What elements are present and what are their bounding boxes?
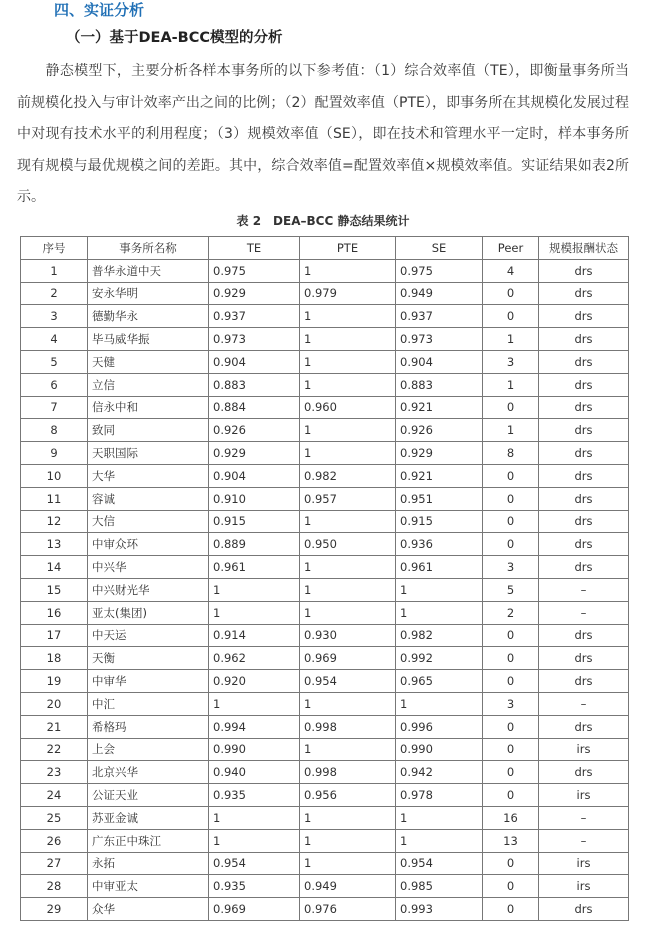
- cell-se: 0.921: [396, 396, 483, 419]
- cell-peer: 0: [483, 715, 539, 738]
- table-row: [21, 464, 629, 487]
- cell-returns-to-scale: drs: [539, 898, 629, 921]
- cell-no: 9: [21, 442, 88, 465]
- cell-peer: 3: [483, 556, 539, 579]
- cell-firm-name: 公证天业: [88, 784, 209, 807]
- cell-no: 20: [21, 692, 88, 715]
- cell-pte: 1: [300, 442, 396, 465]
- cell-se: 1: [396, 806, 483, 829]
- cell-te: 0.926: [209, 419, 300, 442]
- cell-firm-name: 容诚: [88, 487, 209, 510]
- cell-te: 0.904: [209, 464, 300, 487]
- cell-se: 0.996: [396, 715, 483, 738]
- cell-returns-to-scale: drs: [539, 510, 629, 533]
- cell-se: 0.990: [396, 738, 483, 761]
- cell-no: 19: [21, 670, 88, 693]
- cell-returns-to-scale: –: [539, 692, 629, 715]
- cell-se: 0.949: [396, 282, 483, 305]
- cell-pte: 0.957: [300, 487, 396, 510]
- cell-no: 13: [21, 533, 88, 556]
- cell-no: 24: [21, 784, 88, 807]
- cell-firm-name: 亚太(集团): [88, 601, 209, 624]
- cell-se: 0.978: [396, 784, 483, 807]
- table-row: [21, 601, 629, 624]
- cell-firm-name: 安永华明: [88, 282, 209, 305]
- table-row: [21, 670, 629, 693]
- cell-te: 0.883: [209, 373, 300, 396]
- cell-peer: 3: [483, 350, 539, 373]
- cell-pte: 0.998: [300, 715, 396, 738]
- cell-no: 11: [21, 487, 88, 510]
- cell-te: 0.954: [209, 852, 300, 875]
- cell-te: 0.961: [209, 556, 300, 579]
- cell-firm-name: 中审亚太: [88, 875, 209, 898]
- cell-no: 10: [21, 464, 88, 487]
- cell-firm-name: 德勤华永: [88, 305, 209, 328]
- cell-se: 0.985: [396, 875, 483, 898]
- cell-returns-to-scale: drs: [539, 305, 629, 328]
- cell-no: 2: [21, 282, 88, 305]
- cell-returns-to-scale: irs: [539, 875, 629, 898]
- cell-se: 0.936: [396, 533, 483, 556]
- cell-no: 5: [21, 350, 88, 373]
- cell-pte: 0.930: [300, 624, 396, 647]
- section-heading: 四、实证分析: [54, 1, 145, 19]
- cell-te: 1: [209, 578, 300, 601]
- table-row: [21, 487, 629, 510]
- cell-te: 0.994: [209, 715, 300, 738]
- cell-te: 0.962: [209, 647, 300, 670]
- table-row: [21, 875, 629, 898]
- table-row: [21, 715, 629, 738]
- cell-te: 0.929: [209, 282, 300, 305]
- cell-peer: 0: [483, 875, 539, 898]
- cell-firm-name: 天健: [88, 350, 209, 373]
- cell-peer: 0: [483, 282, 539, 305]
- cell-te: 0.904: [209, 350, 300, 373]
- header-firm-name: 事务所名称: [88, 237, 209, 260]
- cell-pte: 1: [300, 305, 396, 328]
- cell-se: 1: [396, 829, 483, 852]
- cell-no: 27: [21, 852, 88, 875]
- cell-te: 0.973: [209, 328, 300, 351]
- body-paragraph: 静态模型下，主要分析各样本事务所的以下参考值：（1）综合效率值（TE），即衡量事务所当前规模化投入与审计效率产出之间的比例；（2）配置效率值（PTE），即事务所在其规模化发展过程中对现有技术水平的利用程度；（3）规模效率值（SE），即在技术和管理水平一定时，样本事务所现有规模与最优规模之间的差距。其中，综合效率值=配置效率值×规模效率值。实证结果如表2所示。: [17, 63, 629, 206]
- table-row: [21, 806, 629, 829]
- cell-te: 0.889: [209, 533, 300, 556]
- cell-te: 0.915: [209, 510, 300, 533]
- cell-no: 25: [21, 806, 88, 829]
- table-row: [21, 556, 629, 579]
- cell-pte: 0.956: [300, 784, 396, 807]
- cell-te: 1: [209, 806, 300, 829]
- cell-pte: 0.998: [300, 761, 396, 784]
- cell-se: 0.883: [396, 373, 483, 396]
- cell-returns-to-scale: drs: [539, 259, 629, 282]
- cell-returns-to-scale: drs: [539, 624, 629, 647]
- cell-no: 15: [21, 578, 88, 601]
- cell-firm-name: 中天运: [88, 624, 209, 647]
- cell-te: 0.914: [209, 624, 300, 647]
- cell-returns-to-scale: drs: [539, 442, 629, 465]
- cell-peer: 0: [483, 305, 539, 328]
- cell-returns-to-scale: drs: [539, 556, 629, 579]
- cell-pte: 0.969: [300, 647, 396, 670]
- cell-peer: 0: [483, 647, 539, 670]
- table-row: [21, 624, 629, 647]
- cell-se: 0.975: [396, 259, 483, 282]
- cell-se: 0.904: [396, 350, 483, 373]
- cell-se: 1: [396, 578, 483, 601]
- cell-returns-to-scale: –: [539, 601, 629, 624]
- cell-peer: 0: [483, 533, 539, 556]
- cell-se: 1: [396, 601, 483, 624]
- cell-peer: 1: [483, 419, 539, 442]
- cell-no: 17: [21, 624, 88, 647]
- cell-returns-to-scale: drs: [539, 373, 629, 396]
- cell-peer: 0: [483, 738, 539, 761]
- cell-peer: 0: [483, 624, 539, 647]
- cell-no: 16: [21, 601, 88, 624]
- cell-returns-to-scale: irs: [539, 738, 629, 761]
- cell-firm-name: 普华永道中天: [88, 259, 209, 282]
- cell-firm-name: 天衡: [88, 647, 209, 670]
- cell-te: 0.969: [209, 898, 300, 921]
- table-row: [21, 282, 629, 305]
- cell-pte: 1: [300, 510, 396, 533]
- cell-firm-name: 中汇: [88, 692, 209, 715]
- cell-se: 0.954: [396, 852, 483, 875]
- cell-se: 0.993: [396, 898, 483, 921]
- cell-pte: 0.976: [300, 898, 396, 921]
- cell-se: 0.942: [396, 761, 483, 784]
- cell-returns-to-scale: –: [539, 578, 629, 601]
- cell-peer: 0: [483, 396, 539, 419]
- cell-returns-to-scale: drs: [539, 396, 629, 419]
- table-row: [21, 852, 629, 875]
- table-row: [21, 761, 629, 784]
- cell-peer: 13: [483, 829, 539, 852]
- cell-no: 8: [21, 419, 88, 442]
- table-row: [21, 419, 629, 442]
- results-table: [20, 236, 629, 921]
- cell-peer: 1: [483, 328, 539, 351]
- cell-returns-to-scale: drs: [539, 487, 629, 510]
- cell-firm-name: 毕马威华振: [88, 328, 209, 351]
- cell-returns-to-scale: drs: [539, 533, 629, 556]
- cell-no: 22: [21, 738, 88, 761]
- cell-peer: 0: [483, 784, 539, 807]
- cell-no: 23: [21, 761, 88, 784]
- table-row: [21, 898, 629, 921]
- cell-no: 4: [21, 328, 88, 351]
- cell-peer: 3: [483, 692, 539, 715]
- cell-peer: 0: [483, 464, 539, 487]
- cell-te: 0.937: [209, 305, 300, 328]
- cell-se: 0.926: [396, 419, 483, 442]
- cell-te: 0.990: [209, 738, 300, 761]
- table-header-row: [21, 237, 629, 260]
- table-row: [21, 533, 629, 556]
- cell-se: 0.929: [396, 442, 483, 465]
- cell-se: 0.951: [396, 487, 483, 510]
- cell-te: 1: [209, 601, 300, 624]
- cell-no: 21: [21, 715, 88, 738]
- cell-pte: 1: [300, 829, 396, 852]
- cell-firm-name: 上会: [88, 738, 209, 761]
- cell-pte: 0.982: [300, 464, 396, 487]
- cell-firm-name: 天职国际: [88, 442, 209, 465]
- cell-returns-to-scale: –: [539, 829, 629, 852]
- cell-te: 0.884: [209, 396, 300, 419]
- cell-peer: 1: [483, 373, 539, 396]
- cell-te: 0.935: [209, 875, 300, 898]
- table-row: [21, 373, 629, 396]
- cell-firm-name: 永拓: [88, 852, 209, 875]
- cell-te: 0.920: [209, 670, 300, 693]
- header-te: TE: [209, 237, 300, 260]
- cell-peer: 5: [483, 578, 539, 601]
- cell-te: 0.935: [209, 784, 300, 807]
- cell-no: 14: [21, 556, 88, 579]
- cell-returns-to-scale: –: [539, 806, 629, 829]
- cell-no: 7: [21, 396, 88, 419]
- cell-te: 0.929: [209, 442, 300, 465]
- cell-firm-name: 中审众环: [88, 533, 209, 556]
- cell-firm-name: 致同: [88, 419, 209, 442]
- cell-pte: 1: [300, 692, 396, 715]
- cell-peer: 0: [483, 852, 539, 875]
- table-row: [21, 328, 629, 351]
- cell-peer: 2: [483, 601, 539, 624]
- cell-pte: 1: [300, 328, 396, 351]
- cell-te: 1: [209, 829, 300, 852]
- cell-firm-name: 广东正中珠江: [88, 829, 209, 852]
- cell-te: 0.940: [209, 761, 300, 784]
- cell-se: 1: [396, 692, 483, 715]
- cell-pte: 1: [300, 556, 396, 579]
- cell-no: 29: [21, 898, 88, 921]
- table-row: [21, 692, 629, 715]
- table-row: [21, 396, 629, 419]
- cell-returns-to-scale: drs: [539, 715, 629, 738]
- table-row: [21, 578, 629, 601]
- header-no: 序号: [21, 237, 88, 260]
- cell-firm-name: 希格玛: [88, 715, 209, 738]
- cell-firm-name: 苏亚金诚: [88, 806, 209, 829]
- cell-no: 12: [21, 510, 88, 533]
- cell-no: 6: [21, 373, 88, 396]
- cell-no: 18: [21, 647, 88, 670]
- cell-se: 0.982: [396, 624, 483, 647]
- cell-pte: 1: [300, 350, 396, 373]
- cell-returns-to-scale: drs: [539, 647, 629, 670]
- header-se: SE: [396, 237, 483, 260]
- cell-se: 0.915: [396, 510, 483, 533]
- cell-pte: 1: [300, 806, 396, 829]
- cell-te: 1: [209, 692, 300, 715]
- cell-peer: 0: [483, 670, 539, 693]
- table-row: [21, 784, 629, 807]
- cell-se: 0.965: [396, 670, 483, 693]
- sub-heading: （一）基于DEA-BCC模型的分析: [66, 30, 283, 46]
- cell-pte: 1: [300, 419, 396, 442]
- cell-peer: 16: [483, 806, 539, 829]
- table-row: [21, 510, 629, 533]
- cell-se: 0.937: [396, 305, 483, 328]
- cell-firm-name: 中兴财光华: [88, 578, 209, 601]
- cell-returns-to-scale: drs: [539, 328, 629, 351]
- cell-firm-name: 大华: [88, 464, 209, 487]
- header-pte: PTE: [300, 237, 396, 260]
- cell-pte: 0.950: [300, 533, 396, 556]
- cell-peer: 4: [483, 259, 539, 282]
- cell-returns-to-scale: irs: [539, 784, 629, 807]
- cell-pte: 1: [300, 373, 396, 396]
- cell-pte: 0.949: [300, 875, 396, 898]
- table-body: [21, 259, 629, 920]
- cell-peer: 0: [483, 761, 539, 784]
- cell-firm-name: 中兴华: [88, 556, 209, 579]
- table-row: [21, 350, 629, 373]
- cell-peer: 8: [483, 442, 539, 465]
- table-row: [21, 647, 629, 670]
- cell-se: 0.921: [396, 464, 483, 487]
- cell-se: 0.961: [396, 556, 483, 579]
- table-row: [21, 829, 629, 852]
- cell-no: 26: [21, 829, 88, 852]
- cell-returns-to-scale: drs: [539, 419, 629, 442]
- cell-returns-to-scale: drs: [539, 350, 629, 373]
- cell-no: 3: [21, 305, 88, 328]
- cell-se: 0.973: [396, 328, 483, 351]
- cell-pte: 1: [300, 601, 396, 624]
- cell-peer: 0: [483, 487, 539, 510]
- cell-pte: 1: [300, 259, 396, 282]
- cell-returns-to-scale: irs: [539, 852, 629, 875]
- cell-pte: 0.979: [300, 282, 396, 305]
- cell-returns-to-scale: drs: [539, 761, 629, 784]
- cell-firm-name: 众华: [88, 898, 209, 921]
- cell-firm-name: 信永中和: [88, 396, 209, 419]
- cell-pte: 1: [300, 738, 396, 761]
- table-row: [21, 442, 629, 465]
- cell-returns-to-scale: drs: [539, 282, 629, 305]
- cell-pte: 1: [300, 578, 396, 601]
- header-peer: Peer: [483, 237, 539, 260]
- cell-firm-name: 中审华: [88, 670, 209, 693]
- cell-pte: 1: [300, 852, 396, 875]
- cell-te: 0.975: [209, 259, 300, 282]
- cell-peer: 0: [483, 510, 539, 533]
- cell-pte: 0.960: [300, 396, 396, 419]
- header-returns-to-scale: 规模报酬状态: [539, 237, 629, 260]
- cell-no: 1: [21, 259, 88, 282]
- cell-pte: 0.954: [300, 670, 396, 693]
- cell-returns-to-scale: drs: [539, 670, 629, 693]
- cell-firm-name: 北京兴华: [88, 761, 209, 784]
- table-row: [21, 305, 629, 328]
- cell-returns-to-scale: drs: [539, 464, 629, 487]
- cell-firm-name: 大信: [88, 510, 209, 533]
- cell-no: 28: [21, 875, 88, 898]
- cell-peer: 0: [483, 898, 539, 921]
- cell-te: 0.910: [209, 487, 300, 510]
- table-caption: 表 2 DEA–BCC 静态结果统计: [236, 214, 410, 228]
- cell-se: 0.992: [396, 647, 483, 670]
- cell-firm-name: 立信: [88, 373, 209, 396]
- table-row: [21, 738, 629, 761]
- table-row: [21, 259, 629, 282]
